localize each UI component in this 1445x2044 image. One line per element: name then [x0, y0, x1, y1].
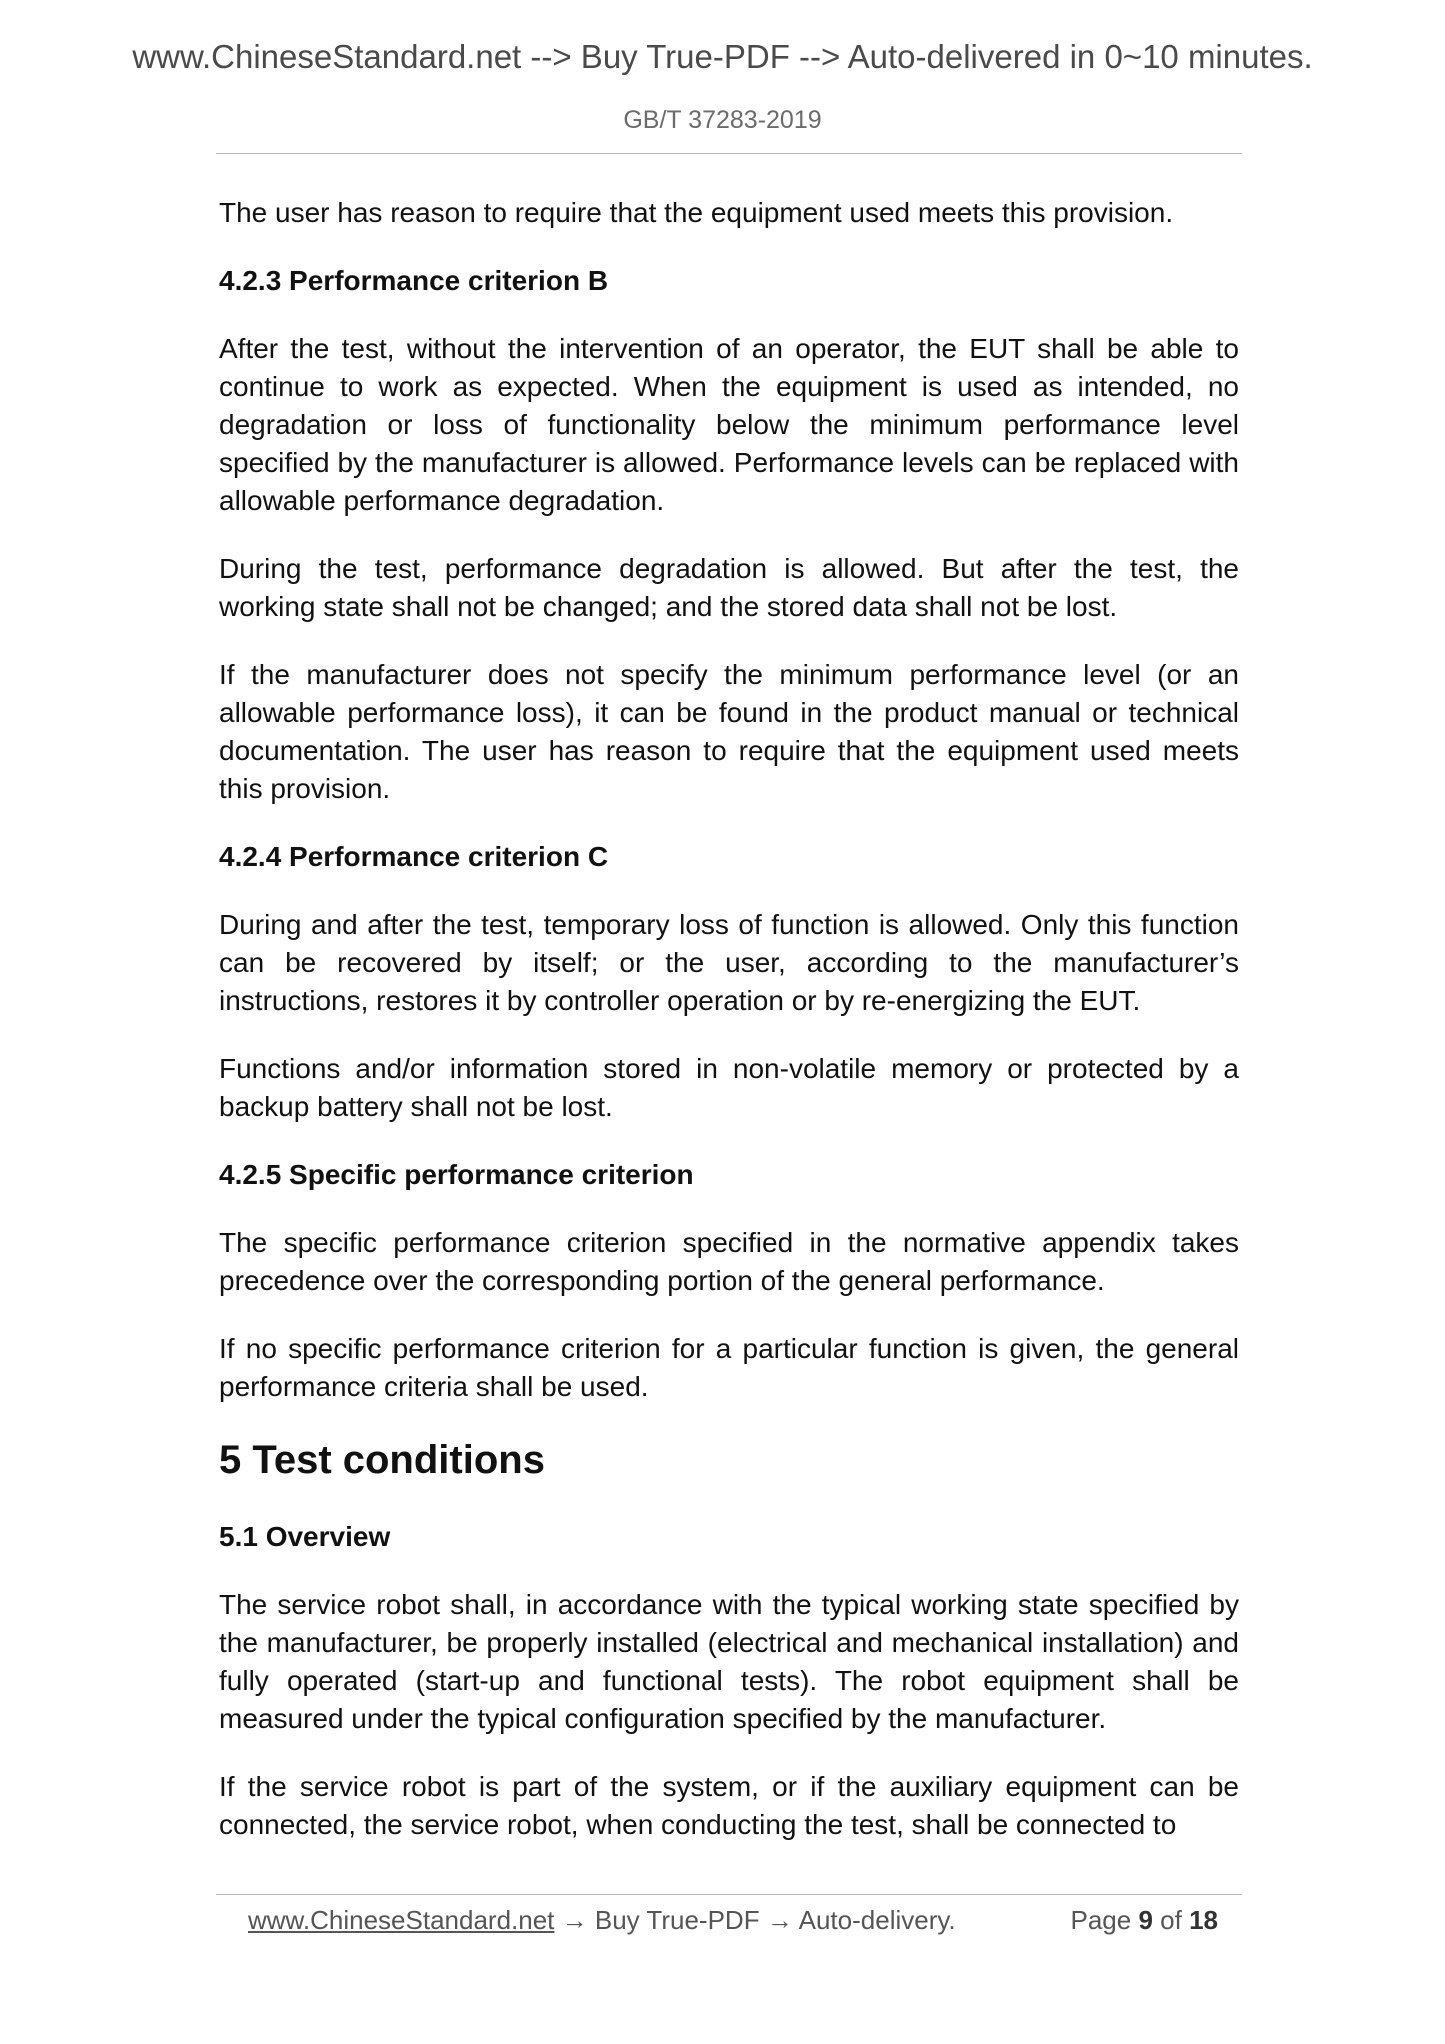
section-5-1-paragraph-1: The service robot shall, in accordance with the typical working state specified by the manufacturer, be properly installed (electrical and mechanical installation) and fully operated (start-up and functional tests). The robot equipment shall be measured under the typical configuration specified by the manufacturer.	[219, 1589, 1239, 1734]
footer-site-link[interactable]: www.ChineseStandard.net	[248, 1905, 555, 1935]
section-4-2-4-paragraph-2: Functions and/or information stored in non-volatile memory or protected by a backup battery shall not be lost.	[219, 1053, 1239, 1122]
section-5-1-heading: 5.1 Overview	[219, 1521, 391, 1552]
section-4-2-5-paragraph-2: If no specific performance criterion for a particular function is given, the general performance criteria shall be used.	[219, 1333, 1239, 1402]
section-4-2-3-paragraph-1: After the test, without the intervention of an operator, the EUT shall be able to continue to work as expected. When the equipment is used as intended, no degradation or loss of functionality below the minimum performance level specified by the manufacturer is allowed. Performance levels can be replaced with allowable performance degradation.	[219, 333, 1239, 516]
section-4-2-4-heading: 4.2.4 Performance criterion C	[219, 841, 609, 872]
page-label: Page	[1070, 1905, 1132, 1935]
footer-auto-text: Auto-delivery.	[798, 1905, 956, 1935]
page-indicator	[1070, 1902, 1218, 1938]
arrow-right-icon: →	[766, 1905, 793, 1935]
section-4-2-4-paragraph-1: During and after the test, temporary loss of function is allowed. Only this function can be recovered by itself; or the user, according to the manufacturer’s instructions, restores it by controller operation or by re-energizing the EUT.	[219, 909, 1239, 1016]
footer-buy-text: Buy True-PDF	[594, 1905, 760, 1935]
section-4-2-5-heading: 4.2.5 Specific performance criterion	[219, 1159, 694, 1190]
section-4-2-3-paragraph-3: If the manufacturer does not specify the minimum performance level (or an allowable performance loss), it can be found in the product manual or technical documentation. The user has reason to require that the equipment used meets this provision.	[219, 659, 1239, 804]
document-body	[219, 194, 1239, 1874]
section-4-2-3-paragraph-2: During the test, performance degradation is allowed. But after the test, the working state shall not be changed; and the stored data shall not be lost.	[219, 553, 1239, 622]
footer-divider	[216, 1894, 1242, 1895]
arrow-right-icon: →	[561, 1905, 588, 1935]
section-5-1-paragraph-2: If the service robot is part of the system, or if the auxiliary equipment can be connected, the service robot, when conducting the test, shall be connected to	[219, 1771, 1239, 1840]
section-5-heading: 5 Test conditions	[219, 1438, 545, 1482]
top-banner: www.ChineseStandard.net --> Buy True-PDF --> Auto-delivered in 0~10 minutes.	[132, 38, 1313, 75]
document-number: GB/T 37283-2019	[623, 106, 822, 134]
intro-paragraph: The user has reason to require that the equipment used meets this provision.	[219, 197, 1174, 228]
of-label: of	[1160, 1905, 1182, 1935]
total-pages: 18	[1189, 1905, 1218, 1935]
page-number: 9	[1138, 1905, 1153, 1935]
page-footer	[248, 1902, 1218, 1938]
section-4-2-5-paragraph-1: The specific performance criterion specified in the normative appendix takes precedence over the corresponding portion of the general performance.	[219, 1227, 1239, 1296]
section-4-2-3-heading: 4.2.3 Performance criterion B	[219, 265, 609, 296]
header-divider	[216, 153, 1242, 154]
